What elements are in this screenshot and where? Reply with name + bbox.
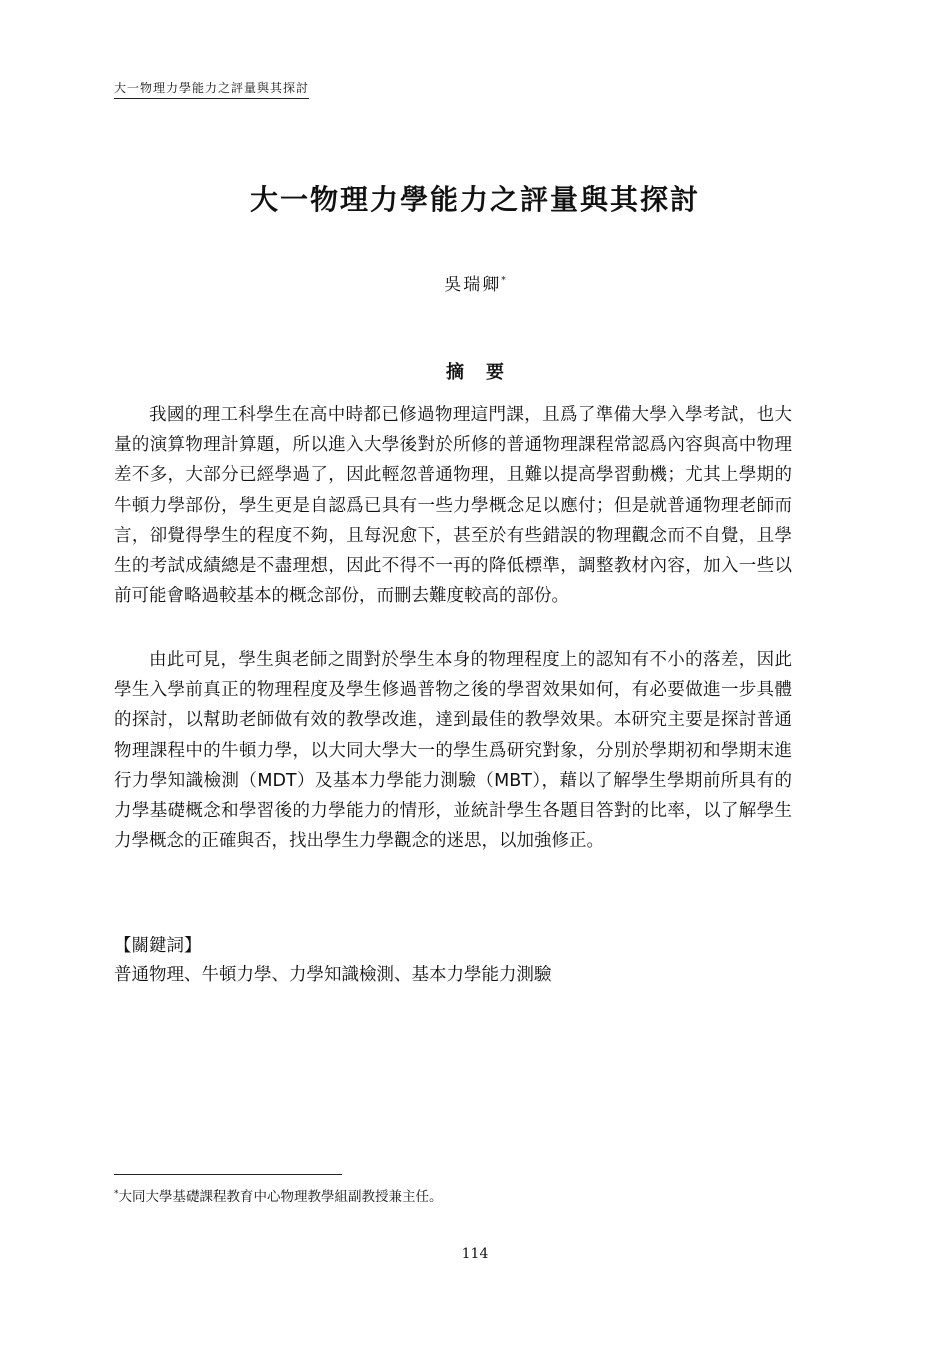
paper-title: 大一物理力學能力之評量與其探討 xyxy=(249,183,700,216)
abstract-heading: 摘要 xyxy=(446,362,526,383)
abstract-paragraph-1: 我國的理工科學生在高中時都已修過物理這門課，且爲了準備大學入學考試，也大量的演算物理計算題，所以進入大學後對於所修的普通物理課程常認爲內容與高中物理差不多，大部分已經學過了，因此輕忽普通物理，且難以提高學習動機；尤其上學期的牛頓力學部份，學生更是自認爲已具有一些力學概念足以應付；但是就普通物理老師而言，卻覺得學生的程度不夠，且每況愈下，甚至於有些錯誤的物理觀念而不自覺，且學生的考試成績總是不盡理想，因此不得不一再的降低標準，調整教材內容，加入一些以前可能會略過較基本的概念部份，而刪去難度較高的部份。 xyxy=(114,405,792,607)
author-footnote-mark: * xyxy=(501,276,506,286)
running-header: 大一物理力學能力之評量與其探討 xyxy=(114,80,309,99)
author-name: 吳瑞卿 xyxy=(444,275,502,295)
footnote xyxy=(114,1187,443,1207)
footnote-mark: * xyxy=(114,1189,119,1199)
footnote-divider xyxy=(114,1174,342,1175)
author-line xyxy=(0,272,950,298)
keywords-list: 普通物理、牛頓力學、力學知識檢測、基本力學能力測驗 xyxy=(114,965,552,985)
abstract-paragraph-2: 由此可見，學生與老師之間對於學生本身的物理程度上的認知有不小的落差，因此學生入學前真正的物理程度及學生修過普物之後的學習效果如何，有必要做進一步具體的探討，以幫助老師做有效的教學改進，達到最佳的教學效果。本研究主要是探討普通物理課程中的牛頓力學，以大同大學大一的學生爲研究對象，分別於學期初和學期末進行力學知識檢測（MDT）及基本力學能力測驗（MBT），藉以了解學生學期前所具有的力學基礎概念和學習後的力學能力的情形，並統計學生各題目答對的比率，以了解學生力學概念的正確與否，找出學生力學觀念的迷思，以加強修正。 xyxy=(114,650,792,852)
keywords-label: 【關鍵詞】 xyxy=(114,936,202,956)
page-number: 114 xyxy=(461,1246,489,1262)
footnote-text: 大同大學基礎課程教育中心物理教學組副教授兼主任。 xyxy=(118,1189,443,1205)
